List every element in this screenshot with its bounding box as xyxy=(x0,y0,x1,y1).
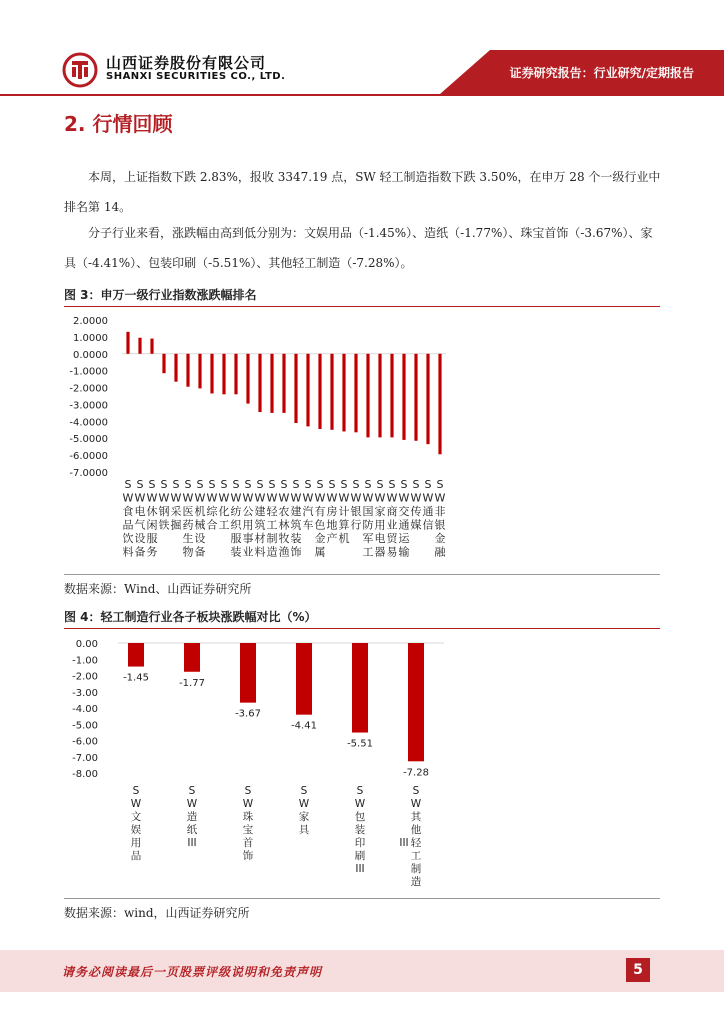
x-tick-label-char: 易 xyxy=(386,545,398,559)
bar xyxy=(438,354,441,454)
x-tick-label-char: 饮 xyxy=(122,532,134,545)
bar xyxy=(414,354,417,441)
y-tick-label: -1.00 xyxy=(72,655,98,667)
bar xyxy=(198,354,201,389)
x-tick-label-char: 信 xyxy=(422,518,434,532)
x-tick-label-char: 料 xyxy=(122,545,134,559)
y-tick-label: 0.00 xyxy=(75,639,98,650)
x-tick-label-char: 工 xyxy=(266,518,278,532)
y-tick-label: -4.00 xyxy=(72,704,98,715)
y-tick-label: -4.0000 xyxy=(69,417,108,429)
x-tick-label-char: 商 xyxy=(386,505,398,518)
x-tick-label-char: 纸 xyxy=(186,824,198,836)
bar xyxy=(294,354,297,423)
x-tick-label-char: 器 xyxy=(374,545,386,559)
x-tick-label-char: 计 xyxy=(338,505,350,518)
paragraph-2: 分子行业来看，涨跌幅由高到低分别为：文娱用品（-1.45%）、造纸（-1.77%）、珠宝首饰（-3.67%）、家具（-4.41%）、包装印刷（-5.51%）、其他轻工制造（-7.28%）。 xyxy=(64,226,653,270)
y-tick-label: -7.0000 xyxy=(69,468,108,479)
x-tick-label-char: 闲 xyxy=(146,518,158,532)
x-tick-label-char: 其 xyxy=(410,811,422,823)
x-tick-label-char: 输 xyxy=(398,545,410,559)
x-tick-label-char: 设 xyxy=(134,532,146,545)
x-tick-label-char: 铁 xyxy=(158,518,170,532)
x-tick-label-char: 装 xyxy=(230,545,242,559)
bar xyxy=(246,354,249,404)
x-tick-label-char: 通 xyxy=(398,518,410,532)
x-tick-label-char: 采 xyxy=(170,505,182,518)
bar xyxy=(258,354,261,412)
bar xyxy=(162,354,165,373)
x-tick-label-char: S xyxy=(376,478,384,491)
x-tick-label-char: W xyxy=(422,491,434,505)
x-tick-label-char: S xyxy=(232,478,240,491)
bar xyxy=(234,354,237,395)
x-tick-label-char: 掘 xyxy=(170,518,182,532)
company-name-cn: 山西证券股份有限公司 xyxy=(106,54,267,72)
bar xyxy=(352,643,368,733)
x-tick-label-char: W xyxy=(134,491,146,505)
x-tick-label-char: 用 xyxy=(242,518,254,532)
x-tick-label-char: 非 xyxy=(434,505,446,518)
x-tick-label-char: W xyxy=(374,491,386,505)
x-tick-label-char: S xyxy=(316,478,324,491)
x-tick-label-char: W xyxy=(242,798,254,810)
figure-3-chart xyxy=(64,308,660,570)
bar xyxy=(366,354,369,438)
x-tick-label-char: S xyxy=(136,478,144,491)
x-tick-label-char: S xyxy=(132,785,140,797)
x-tick-label-char: 造 xyxy=(266,545,278,559)
x-tick-label-char: S xyxy=(436,478,444,491)
y-tick-label: -6.00 xyxy=(72,736,98,748)
bar xyxy=(186,354,189,387)
header-divider xyxy=(0,94,724,96)
x-tick-label-char: 首 xyxy=(242,837,254,849)
x-tick-label-char: III xyxy=(399,837,409,849)
x-tick-label-char: 建 xyxy=(290,505,302,518)
x-tick-label-char: W xyxy=(290,491,302,505)
x-tick-label-char: 电 xyxy=(374,532,386,545)
x-tick-label-char: W xyxy=(218,491,230,505)
x-tick-label-char: 休 xyxy=(146,505,158,518)
x-tick-label-char: W xyxy=(354,798,366,810)
x-tick-label-char: 造 xyxy=(410,876,422,888)
bar xyxy=(222,354,225,395)
y-tick-label: -7.00 xyxy=(72,752,98,764)
x-tick-label-char: W xyxy=(122,491,134,505)
x-tick-label-char: 宝 xyxy=(242,824,254,836)
x-tick-label-char: 家 xyxy=(374,505,386,518)
x-tick-label-char: 林 xyxy=(278,518,290,532)
x-tick-label-char: S xyxy=(256,478,264,491)
y-tick-label: 1.0000 xyxy=(73,332,108,344)
x-tick-label-char: 轻 xyxy=(410,837,422,849)
x-tick-label-char: S xyxy=(356,785,364,797)
x-tick-label-char: 汽 xyxy=(302,505,314,518)
x-tick-label-char: W xyxy=(410,798,422,810)
x-tick-label-char: W xyxy=(230,491,242,505)
company-name-en: SHANXI SECURITIES CO., LTD. xyxy=(106,71,286,82)
x-tick-label-char: S xyxy=(188,785,196,797)
x-tick-label-char: S xyxy=(244,478,252,491)
bar xyxy=(174,354,177,382)
x-tick-label-char: 刷 xyxy=(354,850,366,862)
x-tick-label-char: 综 xyxy=(206,505,218,518)
x-tick-label-char: S xyxy=(124,478,132,491)
x-tick-label-char: S xyxy=(292,478,300,491)
x-tick-label-char: 金 xyxy=(314,532,326,545)
y-tick-label: -3.00 xyxy=(72,687,98,699)
x-tick-label-char: 制 xyxy=(410,863,422,875)
figure-3-top-rule xyxy=(64,306,660,307)
bar xyxy=(408,643,424,761)
x-tick-label-char: S xyxy=(172,478,180,491)
x-tick-label-char: 印 xyxy=(354,837,366,849)
bar xyxy=(378,354,381,438)
x-tick-label-char: W xyxy=(266,491,278,505)
x-tick-label-char: 工 xyxy=(362,545,374,559)
x-tick-label-char: W xyxy=(350,491,362,505)
x-tick-label-char: 牧 xyxy=(278,532,290,545)
x-tick-label-char: 务 xyxy=(146,545,158,559)
x-tick-label-char: 文 xyxy=(130,811,142,823)
x-tick-label-char: 通 xyxy=(422,505,434,518)
x-tick-label-char: 用 xyxy=(374,518,386,532)
x-tick-label-char: 媒 xyxy=(410,518,422,532)
x-tick-label-char: 合 xyxy=(206,518,218,532)
x-tick-label-char: 产 xyxy=(326,532,338,545)
x-tick-label-char: S xyxy=(352,478,360,491)
x-tick-label-char: 融 xyxy=(434,545,446,559)
x-tick-label-char: S xyxy=(244,785,252,797)
section-title: 2. 行情回顾 xyxy=(64,112,173,136)
x-tick-label-char: 机 xyxy=(194,505,206,518)
x-tick-label-char: 纺 xyxy=(230,505,242,518)
x-tick-label-char: 娱 xyxy=(130,824,142,836)
x-tick-label-char: 珠 xyxy=(242,811,254,823)
x-tick-label-char: 有 xyxy=(314,505,326,518)
x-tick-label-char: 品 xyxy=(122,518,134,532)
x-tick-label-char: S xyxy=(220,478,228,491)
x-tick-label-char: 金 xyxy=(434,532,446,545)
x-tick-label-char: 生 xyxy=(182,532,194,545)
bar xyxy=(318,354,321,429)
y-tick-label: 2.0000 xyxy=(73,316,108,327)
x-tick-label-char: 材 xyxy=(254,532,266,545)
x-tick-label-char: S xyxy=(400,478,408,491)
x-tick-label-char: 料 xyxy=(254,545,266,559)
bar xyxy=(184,643,200,672)
x-tick-label-char: 传 xyxy=(410,505,422,518)
x-tick-label-char: 电 xyxy=(134,505,146,518)
data-label: -1.77 xyxy=(179,677,205,689)
bar xyxy=(330,354,333,430)
x-tick-label-char: III xyxy=(355,863,365,875)
x-tick-label-char: 化 xyxy=(218,505,230,518)
x-tick-label-char: 业 xyxy=(386,518,398,532)
x-tick-label-char: 业 xyxy=(242,545,254,559)
x-tick-label-char: S xyxy=(148,478,156,491)
x-tick-label-char: S xyxy=(208,478,216,491)
report-type: 证券研究报告：行业研究/定期报告 xyxy=(509,66,694,80)
x-tick-label-char: 包 xyxy=(354,811,366,823)
y-tick-label: -8.00 xyxy=(72,769,98,780)
x-tick-label-char: 地 xyxy=(326,518,338,532)
x-tick-label-char: 钢 xyxy=(158,505,170,518)
figure-4-source: 数据来源：wind，山西证券研究所 xyxy=(64,906,250,920)
paragraph-1: 本周，上证指数下跌 2.83%，报收 3347.19 点，SW 轻工制造指数下跌 3.50%，在申万 28 个一级行业中排名第 14。 xyxy=(64,170,661,214)
figure-3-bottom-rule xyxy=(64,574,660,575)
x-tick-label-char: W xyxy=(386,491,398,505)
x-tick-label-char: S xyxy=(160,478,168,491)
x-tick-label-char: 饰 xyxy=(290,545,302,559)
x-tick-label-char: 装 xyxy=(290,532,302,545)
x-tick-label-char: 工 xyxy=(218,518,230,532)
x-tick-label-char: 他 xyxy=(410,824,422,836)
x-tick-label-char: S xyxy=(304,478,312,491)
bar xyxy=(402,354,405,440)
x-tick-label-char: III xyxy=(187,837,197,849)
x-tick-label-char: 防 xyxy=(362,518,374,532)
bar xyxy=(296,643,312,715)
x-tick-label-char: S xyxy=(184,478,192,491)
x-tick-label-char: W xyxy=(298,798,310,810)
x-tick-label-char: W xyxy=(326,491,338,505)
figure-4-chart xyxy=(64,630,660,896)
bar xyxy=(126,332,129,354)
x-tick-label-char: 制 xyxy=(266,532,278,545)
x-tick-label-char: 织 xyxy=(230,518,242,532)
bar xyxy=(426,354,429,444)
bar xyxy=(138,338,141,354)
x-tick-label-char: 车 xyxy=(302,518,314,532)
x-tick-label-char: 品 xyxy=(130,850,142,862)
x-tick-label-char: 食 xyxy=(122,505,134,518)
figure-3-source: 数据来源：Wind、山西证券研究所 xyxy=(64,582,252,596)
x-tick-label-char: 事 xyxy=(242,532,254,545)
x-tick-label-char: W xyxy=(302,491,314,505)
x-tick-label-char: W xyxy=(146,491,158,505)
x-tick-label-char: 运 xyxy=(398,532,410,545)
x-tick-label-char: S xyxy=(196,478,204,491)
x-tick-label-char: S xyxy=(300,785,308,797)
company-logo-icon xyxy=(62,52,98,88)
data-label: -4.41 xyxy=(291,720,317,732)
x-tick-label-char: S xyxy=(340,478,348,491)
x-tick-label-char: 算 xyxy=(338,518,350,532)
y-tick-label: -3.0000 xyxy=(69,400,108,412)
x-tick-label-char: W xyxy=(278,491,290,505)
x-tick-label-char: 房 xyxy=(326,505,338,518)
x-tick-label-char: W xyxy=(254,491,266,505)
x-tick-label-char: W xyxy=(362,491,374,505)
x-tick-label-char: 贸 xyxy=(386,532,398,545)
x-tick-label-char: S xyxy=(412,478,420,491)
x-tick-label-char: W xyxy=(410,491,422,505)
y-tick-label: -2.0000 xyxy=(69,383,108,395)
x-tick-label-char: W xyxy=(398,491,410,505)
x-tick-label-char: 备 xyxy=(194,545,206,559)
x-tick-label-char: S xyxy=(424,478,432,491)
x-tick-label-char: 具 xyxy=(298,824,310,836)
x-tick-label-char: S xyxy=(328,478,336,491)
bar xyxy=(150,339,153,354)
x-tick-label-char: 装 xyxy=(354,824,366,836)
x-tick-label-char: W xyxy=(338,491,350,505)
data-label: -5.51 xyxy=(347,738,373,750)
x-tick-label-char: 药 xyxy=(182,518,194,532)
x-tick-label-char: 服 xyxy=(230,532,242,545)
bar xyxy=(240,643,256,703)
x-tick-label-char: W xyxy=(194,491,206,505)
x-tick-label-char: S xyxy=(388,478,396,491)
y-tick-label: -5.0000 xyxy=(69,434,108,446)
x-tick-label-char: 家 xyxy=(298,811,310,823)
y-tick-label: -5.00 xyxy=(72,720,98,732)
x-tick-label-char: 轻 xyxy=(266,505,278,518)
page-number: 5 xyxy=(626,958,650,982)
bar xyxy=(210,354,213,394)
x-tick-label-char: W xyxy=(314,491,326,505)
bar xyxy=(306,354,309,427)
x-tick-label-char: S xyxy=(412,785,420,797)
x-tick-label-char: 设 xyxy=(194,532,206,545)
bar xyxy=(128,643,144,667)
x-tick-label-char: 建 xyxy=(254,505,266,518)
x-tick-label-char: 军 xyxy=(362,532,374,545)
x-tick-label-char: W xyxy=(130,798,142,810)
x-tick-label-char: 筑 xyxy=(254,518,266,532)
y-tick-label: 0.0000 xyxy=(73,349,108,361)
x-tick-label-char: 银 xyxy=(350,505,362,518)
x-tick-label-char: W xyxy=(170,491,182,505)
x-tick-label-char: S xyxy=(280,478,288,491)
bar xyxy=(342,354,345,432)
x-tick-label-char: 农 xyxy=(278,505,290,518)
x-tick-label-char: W xyxy=(182,491,194,505)
x-tick-label-char: 用 xyxy=(130,837,142,849)
bar xyxy=(390,354,393,438)
x-tick-label-char: 工 xyxy=(410,850,422,862)
x-tick-label-char: 色 xyxy=(314,518,326,532)
x-tick-label-char: 行 xyxy=(350,518,362,532)
x-tick-label-char: W xyxy=(158,491,170,505)
x-tick-label-char: W xyxy=(186,798,198,810)
data-label: -7.28 xyxy=(403,767,429,779)
x-tick-label-char: 医 xyxy=(182,505,194,518)
x-tick-label-char: 饰 xyxy=(242,850,254,862)
y-tick-label: -6.0000 xyxy=(69,451,108,463)
data-label: -3.67 xyxy=(235,708,261,720)
x-tick-label-char: W xyxy=(206,491,218,505)
x-tick-label-char: 物 xyxy=(182,545,194,559)
x-tick-label-char: S xyxy=(364,478,372,491)
x-tick-label-char: 服 xyxy=(146,532,158,545)
figure-3-title: 图 3：申万一级行业指数涨跌幅排名 xyxy=(64,288,257,302)
bar xyxy=(282,354,285,413)
x-tick-label-char: 国 xyxy=(362,505,374,518)
x-tick-label-char: 造 xyxy=(186,811,198,823)
x-tick-label-char: 备 xyxy=(134,545,146,559)
x-tick-label-char: 属 xyxy=(314,545,326,559)
x-tick-label-char: 气 xyxy=(134,518,146,532)
data-label: -1.45 xyxy=(123,672,149,684)
x-tick-label-char: S xyxy=(268,478,276,491)
x-tick-label-char: 公 xyxy=(242,505,254,518)
footer-disclaimer: 请务必阅读最后一页股票评级说明和免责声明 xyxy=(62,965,323,979)
x-tick-label-char: W xyxy=(242,491,254,505)
figure-4-title: 图 4：轻工制造行业各子板块涨跌幅对比（%） xyxy=(64,610,317,624)
bar xyxy=(354,354,357,433)
x-tick-label-char: 机 xyxy=(338,532,350,545)
y-tick-label: -2.00 xyxy=(72,671,98,683)
x-tick-label-char: 渔 xyxy=(278,545,290,559)
bar xyxy=(270,354,273,413)
figure-4-top-rule xyxy=(64,628,660,629)
y-tick-label: -1.0000 xyxy=(69,366,108,378)
x-tick-label-char: 械 xyxy=(194,518,206,532)
x-tick-label-char: W xyxy=(434,491,446,505)
x-tick-label-char: 银 xyxy=(434,518,446,532)
figure-4-bottom-rule xyxy=(64,898,660,899)
x-tick-label-char: 交 xyxy=(398,505,410,518)
x-tick-label-char: 筑 xyxy=(290,518,302,532)
